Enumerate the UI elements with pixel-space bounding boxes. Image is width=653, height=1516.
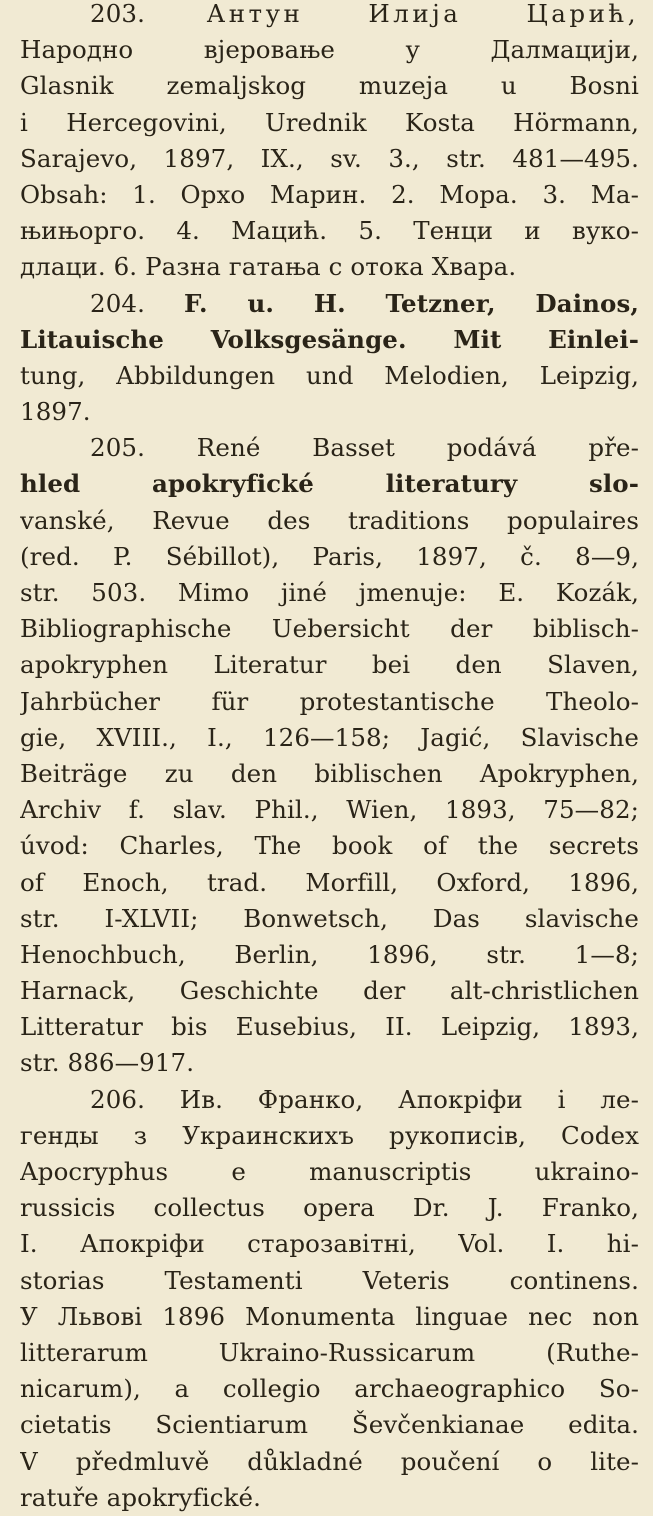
entry-204-line-3: tung, Abbildungen und Melodien, Leipzig, [20, 360, 639, 390]
entry-206-line-3: Apocryphus e manuscriptis ukraino- [20, 1157, 639, 1186]
entry-204-title: F. u. H. Tetzner, Dainos, [184, 288, 639, 318]
entry-205-line-12: úvod: Charles, The book of the secrets [20, 831, 639, 861]
entry-205-line-18: str. 886—917. [20, 1048, 195, 1078]
entry-206-line-5: I. Апокріфи старозавітні, Vol. I. hi- [20, 1229, 639, 1259]
entry-203-line-3: Glasnik zemaljskog muzeja u Bosni [20, 71, 639, 101]
entry-206-line-1 [20, 1082, 639, 1118]
entry-205-line-17: Litteratur bis Eusebius, II. Leipzig, 1893, [20, 1012, 639, 1042]
entry-205-line-3: vanské, Revue des traditions populaires [20, 505, 639, 535]
entry-203-line-1 [20, 0, 639, 32]
entry-206-line-12: ratuře apokryfické. [20, 1482, 262, 1512]
entry-203-author: Антун Илија Царић, [206, 0, 639, 28]
entry-205-line-5: str. 503. Mimo jiné jmenuje: E. Kozák, [20, 578, 639, 607]
entry-203-line-4: i Hercegovini, Urednik Kosta Hörmann, [20, 107, 639, 137]
entry-203-line-5: Sarajevo, 1897, IX., sv. 3., str. 481—495. [20, 143, 639, 173]
entry-206-line-6: storias Testamenti Veteris continens. [20, 1265, 639, 1295]
entry-206-line-8: litterarum Ukraino-Russicarum (Ruthe- [20, 1337, 639, 1367]
entry-205-line-14: str. I-XLVII; Bonwetsch, Das slavische [20, 903, 639, 933]
entry-203-line-2: Народно вјеровање у Далмацији, [20, 35, 639, 65]
entry-206-text: Ив. Франко, Апокріфи і ле- [179, 1084, 639, 1114]
entry-203-line-7: њињорго. 4. Мацић. 5. Тенци и вуко- [20, 216, 639, 246]
entry-205-line-11: Archiv f. slav. Phil., Wien, 1893, 75—82; [20, 795, 639, 825]
entry-206-line-9: nicarum), a collegio archaeographico So- [20, 1374, 639, 1404]
entry-205-text: René Basset podává pře- [196, 433, 639, 463]
entry-204-line-1 [20, 286, 639, 322]
entry-205-line-16: Harnack, Geschichte der alt-christlichen [20, 976, 639, 1006]
entry-205-line-9: gie, XVIII., I., 126—158; Jagić, Slavische [20, 722, 639, 752]
entry-205-line-8: Jahrbücher für protestantische Theolo- [20, 686, 639, 716]
entry-205-line-7: apokryphen Literatur bei den Slaven, [20, 650, 639, 680]
entry-204-line-2: Litauische Volksgesänge. Mit Einlei- [20, 324, 639, 354]
entry-205-line-13: of Enoch, trad. Morfill, Oxford, 1896, [20, 867, 639, 897]
entry-206-line-10: cietatis Scientiarum Ševčenkianae edita. [20, 1410, 639, 1440]
entry-203-line-6: Obsah: 1. Орхо Марин. 2. Мора. 3. Ма- [20, 179, 639, 209]
entry-205-number: 205. [90, 433, 145, 463]
entry-206-line-4: russicis collectus opera Dr. J. Franko, [20, 1193, 639, 1223]
entry-203-number: 203. [90, 0, 145, 28]
entry-205-line-15: Henochbuch, Berlin, 1896, str. 1—8; [20, 939, 639, 969]
entry-203-line-8: длаци. 6. Разна гатања с отока Хвара. [20, 252, 517, 282]
entry-205-line-6: Bibliographische Uebersicht der biblisch- [20, 614, 639, 644]
entry-204-line-4: 1897. [20, 397, 91, 427]
entry-206-line-7: У Львові 1896 Monumenta linguae nec non [20, 1301, 639, 1331]
entry-206-line-11: V předmluvě důkladné poučení o lite- [20, 1446, 639, 1476]
entry-205-line-10: Beiträge zu den biblischen Apokryphen, [20, 758, 639, 788]
entry-206-number: 206. [90, 1084, 145, 1114]
entry-205-line-2: hled apokryfické literatury slo- [20, 469, 639, 499]
entry-205-line-4: (red. P. Sébillot), Paris, 1897, č. 8—9, [20, 541, 639, 571]
entry-204-number: 204. [90, 288, 145, 318]
entry-205-line-1 [20, 430, 639, 466]
entry-206-line-2: генды з Украинскихъ рукописів, Codex [20, 1120, 639, 1150]
